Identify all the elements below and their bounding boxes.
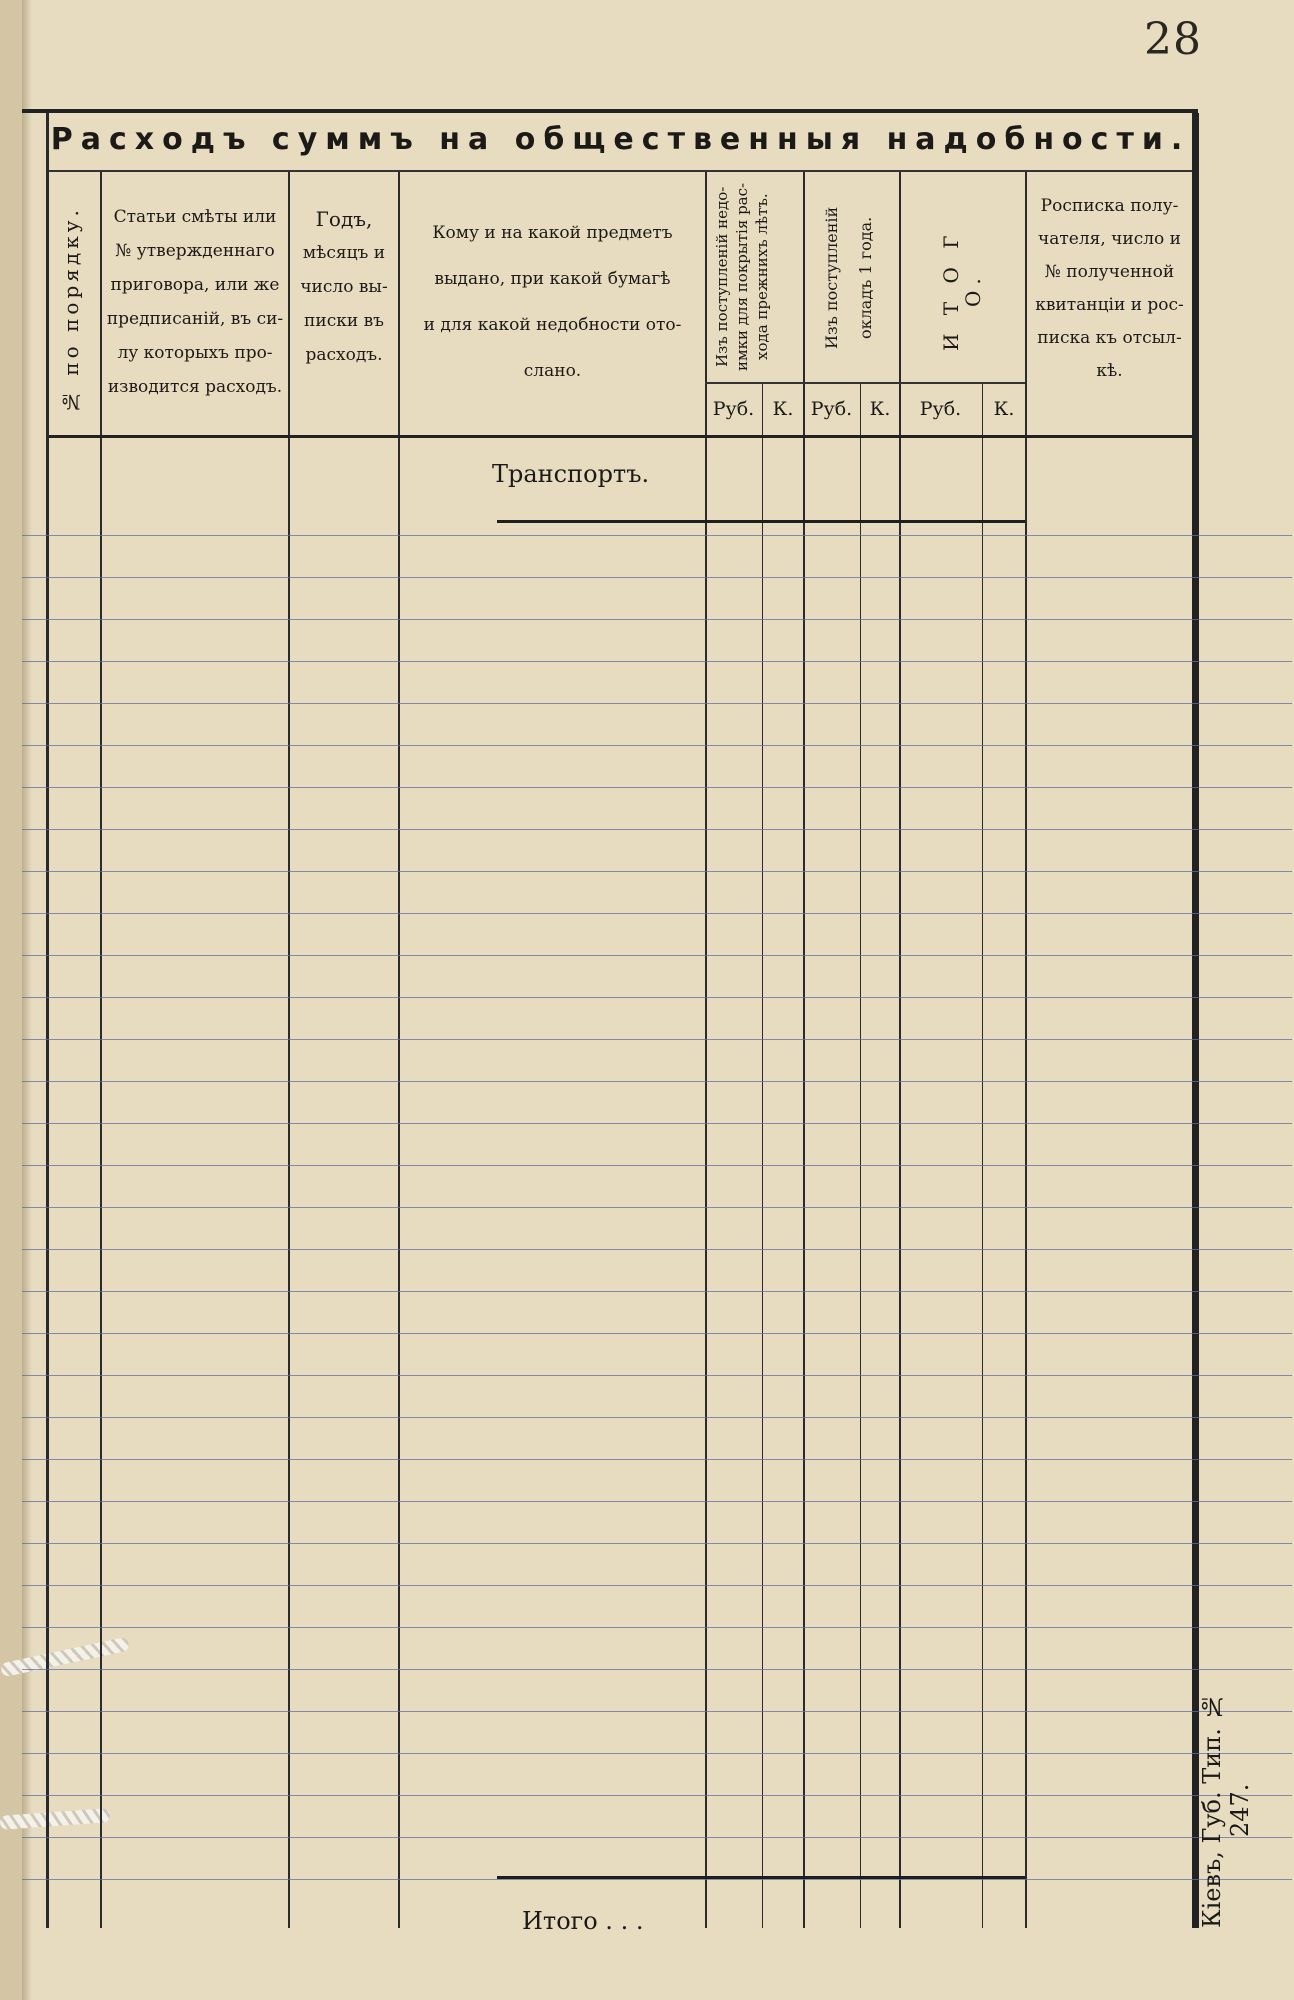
ruled-line [22,955,1292,956]
transport-label: Транспортъ. [492,460,650,488]
ruled-line [22,1711,1292,1712]
ruled-line [22,1081,1292,1082]
ruled-line [22,787,1292,788]
ruled-line [22,1165,1292,1166]
header-current-year: Изъ поступленій окладъ 1 года. [822,206,875,350]
title-rule [49,170,1192,172]
ruled-line [22,577,1292,578]
header-articles: Статьи смѣты или № утвержденнаго приговора, или же предписаній, въ си- лу которыхъ про- изводится расходъ. [106,207,284,397]
ruled-line [22,1333,1292,1334]
subheader-rule [705,382,899,384]
ruled-line [22,619,1292,620]
total-label: Итого . . . [522,1907,644,1935]
ruled-line [22,1585,1292,1586]
frame-left [46,113,49,1928]
subheader-rub: Руб. [919,398,962,420]
subheader-kop: К. [869,398,891,420]
ruled-line [22,1501,1292,1502]
subheader-rub: Руб. [810,398,853,420]
header-total: И Т О Г О. [939,229,985,351]
page-number: 28 [1144,14,1202,65]
ruled-line [22,1669,1292,1670]
ruled-line [22,997,1292,998]
subheader-rub: Руб. [712,398,755,420]
ruled-line [22,1879,1292,1880]
col-divider [982,384,983,1928]
ruled-line [22,871,1292,872]
frame-right [1192,113,1199,1928]
header-number: № по порядку. [59,206,83,414]
ruled-line [22,1123,1292,1124]
ruled-line [22,703,1292,704]
ruled-line [22,1627,1292,1628]
ruled-line [22,1753,1292,1754]
ruled-line [22,1207,1292,1208]
ruled-line [22,1795,1292,1796]
header-arrears: Изъ поступленій недо- имки для покрытія рас- хода прежнихъ лѣтъ. [713,182,771,371]
ruled-line [22,1837,1292,1838]
ruled-line [22,661,1292,662]
transport-sum-rule [497,520,1025,523]
subheader-kop: К. [993,398,1015,420]
book-spine [0,0,24,2000]
col-divider [860,384,861,1928]
header-bottom-rule [49,435,1192,438]
ruled-line [22,1459,1292,1460]
ruled-line [22,1417,1292,1418]
top-rule [22,109,1198,113]
ruled-line [22,829,1292,830]
ruled-line [22,535,1292,536]
ruled-line [22,1291,1292,1292]
header-purpose: Кому и на какой предметъ выдано, при какой бумагѣ и для какой недобности ото- слано. [423,223,682,381]
binding-shadow [22,0,32,2000]
ledger-title: Расходъ суммъ на общественныя надобности. [50,122,1191,157]
subheader-rule [899,382,1025,384]
ruled-line [22,1543,1292,1544]
col-divider [762,384,763,1928]
total-sum-rule [497,1876,1025,1879]
ruled-line [22,745,1292,746]
subheader-kop: К. [772,398,794,420]
ruled-line [22,1375,1292,1376]
header-date: Годъ, мѣсяцъ и число вы- писки въ расходъ. [300,207,388,365]
ruled-line [22,1039,1292,1040]
header-receipt: Росписка полу- чателя, число и № полученной квитанціи и рос- писка къ отсыл- кѣ. [1035,196,1184,381]
printer-imprint: Кіевъ, Губ. Тип. № 247. [1198,1692,1254,1928]
ruled-line [22,913,1292,914]
ruled-line [22,1249,1292,1250]
